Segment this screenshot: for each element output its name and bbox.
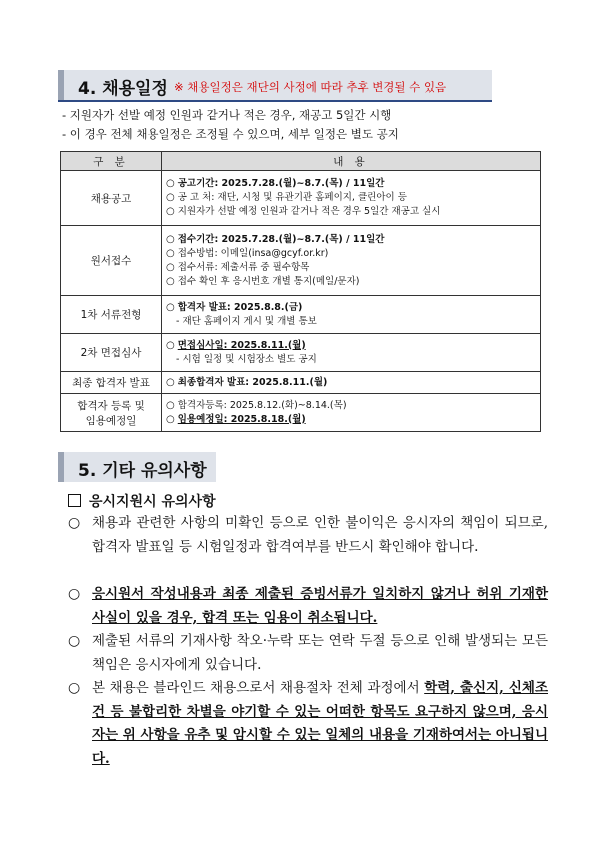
table-row <box>61 296 541 334</box>
list-item: ○ 면접심사일: 2025.8.11.(월) <box>166 339 306 351</box>
table-header-row <box>61 152 541 171</box>
schedule-table <box>60 151 541 432</box>
circle-icon: ○ <box>166 376 175 388</box>
header-content: 내 용 <box>162 152 541 171</box>
list-item: ○ 임용예정일: 2025.8.18.(월) <box>166 413 306 425</box>
circle-icon: ○ <box>166 275 175 287</box>
section-accent-bar <box>58 70 64 100</box>
row-category: 채용공고 <box>61 171 162 226</box>
list-item <box>68 630 548 677</box>
list-item: ○ 지원자가 선발 예정 인원과 같거나 적은 경우 5일간 재공고 실시 <box>166 206 441 217</box>
list-item: ○ 최종합격자 발표: 2025.8.11.(월) <box>166 376 328 388</box>
row-category: 2차 면접심사 <box>61 334 162 372</box>
table-row <box>61 226 541 296</box>
section-5-header <box>58 452 216 482</box>
row-category: 최종 합격자 발표 <box>61 372 162 394</box>
row-category: 합격자 등록 및 임용예정일 <box>61 394 162 432</box>
caution-text: 제출된 서류의 기재사항 착오·누락 또는 연락 두절 등으로 인해 발생되는 모든 책임은 응시자에게 있습니다. <box>92 633 548 673</box>
caution-text: 응시원서 작성내용과 최종 제출된 증빙서류가 일치하지 않거나 허위 기재한 사실이 있을 경우, 합격 또는 임용이 취소됩니다. <box>92 586 548 626</box>
list-item: ○ 합격자 발표: 2025.8.8.(금) <box>166 301 303 313</box>
circle-icon: ○ <box>166 178 175 189</box>
list-item: ○ 합격자등록: 2025.8.12.(화)~8.14.(목) <box>166 399 347 411</box>
square-box-icon <box>68 494 81 507</box>
section-underline <box>58 100 492 102</box>
bullet-line: - 지원자가 선발 예정 인원과 같거나 적은 경우, 재공고 5일간 시행 <box>62 108 392 122</box>
circle-icon: ○ <box>166 233 175 245</box>
list-item: ○ 접수서류: 제출서류 중 필수항목 <box>166 261 310 273</box>
circle-icon: ○ <box>166 206 175 217</box>
circle-icon: ○ <box>68 586 81 602</box>
list-item: ○ 공 고 처: 재단, 시청 및 유관기관 홈페이지, 클린아이 등 <box>166 192 407 203</box>
bullet-line: - 이 경우 전체 채용일정은 조정될 수 있으며, 세부 일정은 별도 공지 <box>62 127 399 141</box>
circle-icon: ○ <box>166 339 175 351</box>
table-row <box>61 171 541 226</box>
caution-subtitle: 응시지원시 유의사항 <box>68 491 216 511</box>
circle-icon: ○ <box>68 680 81 696</box>
list-item: ○ 접수방법: 이메일(insa@gcyf.or.kr) <box>166 247 329 259</box>
row-content <box>162 171 541 226</box>
row-category: 원서접수 <box>61 226 162 296</box>
row-content <box>162 394 541 432</box>
list-item: ○ 접수 확인 후 응시번호 개별 통지(메일/문자) <box>166 275 360 287</box>
circle-icon: ○ <box>166 399 175 411</box>
row-content <box>162 372 541 394</box>
list-item: - 재단 홈페이지 게시 및 개별 통보 <box>176 315 317 327</box>
section-5-title: 5. 기타 유의사항 <box>78 461 207 481</box>
table-row <box>61 394 541 432</box>
circle-icon: ○ <box>68 633 81 649</box>
circle-icon: ○ <box>166 301 175 313</box>
table-row <box>61 334 541 372</box>
section-accent-bar <box>58 452 64 482</box>
circle-icon: ○ <box>68 515 81 531</box>
list-item: ○ 공고기간: 2025.7.28.(월)~8.7.(목) / 11일간 <box>166 178 385 189</box>
list-item <box>68 677 548 771</box>
row-content <box>162 334 541 372</box>
row-content <box>162 296 541 334</box>
list-item <box>68 583 548 630</box>
section-4-header <box>58 70 492 100</box>
circle-icon: ○ <box>166 261 175 273</box>
schedule-change-note: ※ 채용일정은 재단의 사정에 따라 추후 변경될 수 있음 <box>174 80 447 94</box>
header-category: 구 분 <box>61 152 162 171</box>
caution-text: 본 채용은 블라인드 채용으로서 채용절차 전체 과정에서 학력, 출신지, 신체조건 등 불합리한 차별을 야기할 수 있는 어떠한 항목도 요구하지 않으며, 응시자는 위 사항을 유추 및 암시할 수 있는 일체의 내용을 기재하여서는 아니됩니다. <box>92 680 548 767</box>
list-item: - 시험 일정 및 시험장소 별도 공지 <box>176 353 317 365</box>
table-row <box>61 372 541 394</box>
row-content <box>162 226 541 296</box>
circle-icon: ○ <box>166 192 175 203</box>
list-item <box>68 512 548 559</box>
circle-icon: ○ <box>166 413 175 425</box>
section-4-title: 4. 채용일정 <box>78 79 168 99</box>
caution-text: 채용과 관련한 사항의 미확인 등으로 인한 불이익은 응시자의 책임이 되므로, 합격자 발표일 등 시험일정과 합격여부를 반드시 확인해야 합니다. <box>92 515 548 555</box>
row-category: 1차 서류전형 <box>61 296 162 334</box>
circle-icon: ○ <box>166 247 175 259</box>
list-item: ○ 접수기간: 2025.7.28.(월)~8.7.(목) / 11일간 <box>166 233 385 245</box>
